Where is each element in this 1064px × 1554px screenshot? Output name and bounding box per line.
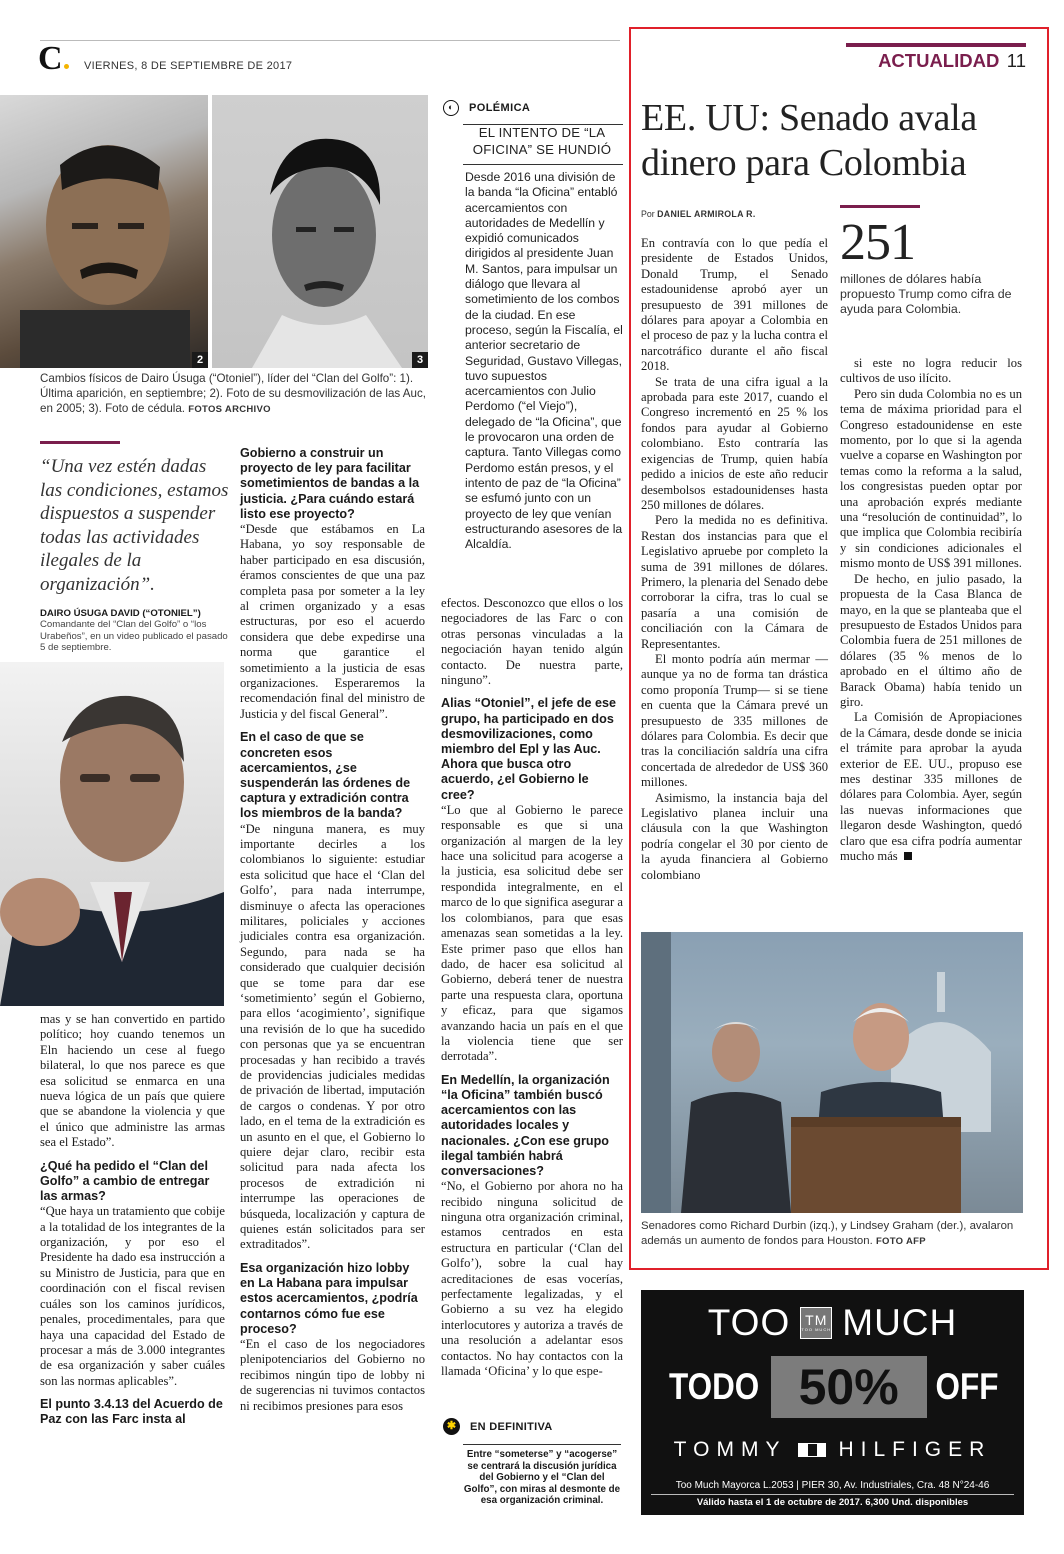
puzzle-icon: ✱ — [443, 1418, 460, 1435]
interview-question: En el caso de que se concreten esos acercamientos, ¿se suspenderán las órdenes de captura y extradición contra los miembros de la banda? — [240, 730, 411, 821]
face-illustration — [0, 95, 208, 368]
article-paragraph: El monto podría aún mermar —aunque ya no de forma tan drástica como proponía Trump— si se tiene en cuenta que la Cámara prevé un presupuesto de 335 millones de dólares para Colombia. Es decir que tras la conciliación saldría una cifra concertada de alrededor de US$ 360 millones. — [641, 651, 828, 790]
interview-question: En Medellín, la organización “la Oficina” también buscó acercamientos con las autoridades locales y nacionales. ¿Con ese grupo ilegal también habrá conversaciones? — [441, 1072, 610, 1178]
ad-rule — [651, 1494, 1014, 1495]
interview-question: Esa organización hizo lobby en La Habana para impulsar estos acercamientos, ¿podría contarnos cómo fue ese proceso? — [240, 1260, 418, 1336]
stat-text: millones de dólares había propuesto Trump como cifra de ayuda para Colombia. — [840, 272, 1012, 316]
section-header — [846, 50, 1026, 72]
stat-number: 251 — [840, 214, 915, 271]
ad-promo-percent: 50% — [771, 1356, 927, 1418]
interview-answer: “No, el Gobierno por ahora no ha recibido ninguna solicitud de ninguna otra organización criminal, estamos centrados en esta estructura en particular (‘Clan del Golfo’), sobre la cual hay acreditaciones de esas vocerías, perfectamente legalizadas, y el Gobierno a su vez ha elegido interlocutores y autoriza a través de una resolución a adelantar esos contactos. No hay contactos con la llamada ‘Oficina’ y lo que espe- — [441, 1179, 623, 1379]
article-col-2 — [840, 356, 1022, 864]
quote-rule — [40, 441, 120, 444]
en-definitiva-label: EN DEFINITIVA — [470, 1420, 553, 1433]
end-of-article-icon — [904, 852, 912, 860]
ad-promo-right: OFF — [935, 1366, 999, 1407]
en-definitiva-box — [443, 1418, 623, 1507]
en-definitiva-text: Entre “someterse” y “acogerse” se centrará la discusión jurídica del Gobierno y el “Clan del Golfo”, con miras al desmonte de esa organización criminal. — [463, 1449, 621, 1507]
article-paragraph: Se trata de una cifra igual a la aprobada para este 2017, cuando el Congreso incrementó en 25 % los fondos para ayudar al Gobierno colombiano. Esto contraría las exigencias de Trump, quien había pedido a inicios de este año reducir desembolsos estadounidenses hasta 250 millones de dólares. — [641, 374, 828, 512]
pull-quote — [40, 455, 232, 654]
senators-illustration — [641, 932, 1023, 1213]
megaphone-icon: ◐ — [443, 100, 459, 116]
article-byline: Por DANIEL ARMIROLA R. — [641, 209, 756, 219]
senators-caption: Senadores como Richard Durbin (izq.), y Lindsey Graham (der.), avalaron además un aumento de fondos para Houston. FOTO AFP — [641, 1220, 1014, 1247]
interview-question: ¿Qué ha pedido el “Clan del Golfo” a cambio de entregar las armas? — [40, 1158, 210, 1204]
photo-otoniel-2 — [0, 95, 208, 368]
ad-promo-row — [661, 1356, 1004, 1418]
too-much-logo: TM TOO MUCH — [800, 1307, 832, 1339]
ad-tommy-right: HILFIGER — [838, 1438, 992, 1461]
top-photo-caption: Cambios físicos de Dairo Úsuga (“Otoniel”), líder del “Clan del Golfo”: 1). Última aparición, en septiembre; 2). Foto de su desmovilización de las Auc, en 2005; 3). Foto de cédula. FOTOS ARCHIVO — [40, 372, 427, 415]
interview-answer: “Lo que al Gobierno le parece responsable es que si una organización al margen de la ley hace una solicitud para acogerse a la justicia, esa solicitud debe ser respondida integralmente, en el marco de lo que significa asegurar a los colombianos, para que esas amenazas sean sometidas a la ley. Este primer paso que ellos han dado, de hacer esa solicitud al Gobierno, deberá tener de nuestra parte una respuesta clara, oportuna y eficaz, para que sigamos avanzando hacia un país en el que la violencia tiene que ser derrotada”. — [441, 802, 623, 1064]
stat-rule — [840, 205, 920, 208]
photo-senators — [641, 932, 1023, 1213]
byline-author: DANIEL ARMIROLA R. — [657, 209, 756, 219]
polemica-kicker: ◐ POLÉMICA — [443, 100, 623, 116]
tommy-flag-icon — [798, 1443, 826, 1457]
publication-logo: C — [38, 42, 69, 76]
photo-credit: FOTOS ARCHIVO — [188, 404, 271, 415]
ad-brand-left: TOO — [707, 1302, 791, 1343]
polemica-rule-bottom — [463, 164, 623, 165]
interview-question: Gobierno a construir un proyecto de ley para facilitar sometimientos de bandas a la justicia. ¿Para cuándo estará listo ese proyecto? — [240, 446, 420, 521]
face-illustration — [212, 95, 428, 368]
ad-validity: Válido hasta el 1 de octubre de 2017. 6,300 Und. disponibles — [696, 1497, 969, 1508]
article-paragraph: Asimismo, la instancia baja del Legislativo planea incluir una cláusula con la que Washington podría congelar el 30 por ciento de la ayuda financiera al Gobierno colombiano — [641, 790, 828, 882]
article-paragraph: Pero sin duda Colombia no es un tema de máxima prioridad para el Congreso estadounidense en este momento, por lo que si la agenda vuelve a coparse en Washington por temas como la reforma a la salud, los congresistas pueden optar por una aprobación exprés mediante una “resolución de continuidad”, lo que implica que Colombia recibiría y sin condiciones adicionales el mismo monto de US$ 391 millones. — [840, 386, 1022, 571]
interview-answer: “En el caso de los negociadores plenipotenciarios del Gobierno no recibimos ningún tipo de lobby ni de sugerencias ni tuvimos contactos ni recibimos presiones para esos — [240, 1336, 425, 1413]
interview-answer: mas y se han convertido en partido político; hoy cuando tenemos un Eln haciendo un cese al fuego bilateral, lo que nos parece es que esa solicitud se enmarca en una nueva lógica de un país que quiere que se abandone la violencia y que el único que administre las armas sea el Estado”. — [40, 1012, 225, 1150]
interview-col-2 — [240, 446, 425, 1414]
interview-answer: “De ninguna manera, es muy importante decirles a los colombianos lo siguiente: estudiar esta solicitud que hace el ‘Clan del Golfo’, para nada interrumpe, disminuye o afecta las operaciones militares, policiales y acciones judiciales contra esa organización. Segundo, para nada se ha considerado que cualquier decisión que se tome para dar ese ‘sometimiento’ según el Gobierno, para ellos ‘acogimiento’, signifique una revisión de lo que ha sucedido con personas que ya se encuentran procesadas y han recibido a través de providencias judiciales medidas de privación de libertad, imputación de cargos o condenas. Y por otro lado, en el tema de la extradición es un asunto en el que, el Gobierno lo quiere dejar claro, recibir esta solicitud para nada afecta los procesos de extradición ni interrumpe las operaciones de búsqueda, localización y captura de quienes están solicitados para ser extraditados”. — [240, 821, 425, 1252]
portrait-illustration — [0, 662, 224, 1006]
article-headline: EE. UU: Senado avala dinero para Colombia — [641, 97, 977, 184]
polemica-body: Desde 2016 una división de la banda “la Oficina” entabló acercamientos con autoridades de Medellín y expidió comunicados dirigidos al presidente Juan M. Santos, para impulsar un diálogo que llevara al sometimiento de los combos de la ciudad. En ese proceso, según la Fiscalía, el anterior secretario de Seguridad, Gustavo Villegas, tuvo supuestos acercamientos con Julio Perdomo (“el Viejo”), delegado de “la Oficina”, que le provocaron una orden de captura. Tanto Villegas como Perdomo están presos, y el intento de paz de “la Oficina” se esfumó junto con un proyecto de ley que venían estructurando asesores de la Alcaldía. — [465, 170, 623, 552]
ad-brand-right: MUCH — [842, 1302, 958, 1343]
article-paragraph: si este no logra reducir los cultivos de uso ilícito. — [840, 356, 1022, 386]
interview-answer: “Que haya un tratamiento que cobije a la totalidad de los integrantes de la organización, y por eso el Presidente ha dado esa instrucción a su Ministro de Justicia, para que en coordinación con el fiscal revisen cuáles son los caminos jurídicos, penales, procedimentales, para que haya una capacidad del Estado de procesar a más de 3.000 integrantes de esa organización y saber cuáles son las normas aplicables”. — [40, 1204, 225, 1388]
photo-credit-afp: FOTO AFP — [875, 1235, 926, 1247]
interview-question: El punto 3.4.13 del Acuerdo de Paz con las Farc insta al — [40, 1397, 223, 1427]
interview-answer: “Desde que estábamos en La Habana, yo soy responsable de haber participado en esa discusión, éramos conscientes de que una paz completa pasa por someter a la ley al crimen organizado y a esas estructuras, por eso el acuerdo considera que debe expedirse una norma que garantice el sometimiento a la justicia de esas organizaciones. Esperaremos la recomendación final del ministro de Justicia y del fiscal General”. — [240, 522, 425, 721]
quote-role: Comandante del “Clan del Golfo” o “los Urabeños”, en un video publicado el pasado 5 de septiembre. — [40, 619, 228, 653]
page-date: VIERNES, 8 DE SEPTIEMBRE DE 2017 — [84, 60, 293, 72]
article-paragraph: Pero la medida no es definitiva. Restan dos instancias para que el Legislativo apruebe por completo la suma de 391 millones de dólares. Primero, la plenaria del Senado debe corroborar la cifra, tras lo cual se pasaría a una comisión de conciliación con la Cámara de Representantes. — [641, 513, 828, 651]
stat-box — [840, 216, 1020, 317]
interview-question: Alias “Otoniel”, el jefe de ese grupo, ha participado en dos desmovilizaciones, como miembro del Epl y las Auc. Ahora que busca otro acuerdo, ¿el Gobierno le cree? — [441, 696, 616, 802]
quote-author: DAIRO ÚSUGA DAVID (“OTONIEL”) — [40, 608, 201, 619]
article-paragraph: En contravía con lo que pedía el presidente de Estados Unidos, Donald Trump, el Senado estadounidense aprobó ayer un presupuesto de 391 millones de dólares para apoyar a Colombia en el proceso de paz y la lucha contra el narcotráfico durante el año fiscal 2018. — [641, 236, 828, 374]
polemica-title: EL INTENTO DE “LA OFICINA” SE HUNDIÓ — [472, 125, 612, 157]
article-col-1 — [641, 236, 828, 883]
page-number: 11 — [1006, 50, 1026, 71]
section-bar — [846, 43, 1026, 47]
photo-number-3: 3 — [412, 352, 428, 368]
photo-number-2: 2 — [192, 352, 208, 368]
article-paragraph: De hecho, en julio pasado, la propuesta de la Casa Blanca de mayo, en la que se planteaba que el presupuesto de Estados Unidos para Colombia fuera de 251 millones de dólares (35 % menos de lo aprobado en el último año de Barack Obama) había tenido un giro. — [840, 571, 1022, 709]
ad-promo-left: TODO — [668, 1366, 760, 1407]
section-name: ACTUALIDAD — [878, 50, 1000, 71]
advertisement[interactable] — [641, 1290, 1024, 1515]
quote-text: “Una vez estén dadas las condiciones, estamos dispuestos a suspender todas las actividades ilegales de la organización”. — [40, 456, 229, 595]
ad-tommy-left: TOMMY — [673, 1438, 787, 1461]
interview-answer: efectos. Desconozco que ellos o los negociadores de las Farc o con otras personas vinculadas a la negociación hayan tenido algún contacto. De nuestra parte, ninguno”. — [441, 596, 623, 688]
polemica-rule — [463, 124, 623, 125]
interview-col-1 — [40, 1012, 225, 1428]
ad-address: Too Much Mayorca L.2053 | PIER 30, Av. Industriales, Cra. 48 N°24-46 — [675, 1480, 990, 1491]
masthead-rule — [40, 40, 620, 41]
ad-tommy-row — [641, 1438, 1024, 1462]
photo-otoniel-3 — [212, 95, 428, 368]
article-paragraph: La Comisión de Apropiaciones de la Cámara, desde donde se inicia el trámite para aprobar la ayuda exterior de EE. UU., propuso ese mes destinar 335 millones de dólares para Colombia. Ayer, según las nuevas informaciones que llegaron desde Washington, quedó claro que esa cifra podría aumentar mucho más — [840, 710, 1022, 863]
interview-col-3 — [441, 596, 623, 1379]
photo-minister — [0, 662, 224, 1006]
polemica-box — [443, 100, 623, 552]
ad-brand-row — [641, 1302, 1024, 1344]
